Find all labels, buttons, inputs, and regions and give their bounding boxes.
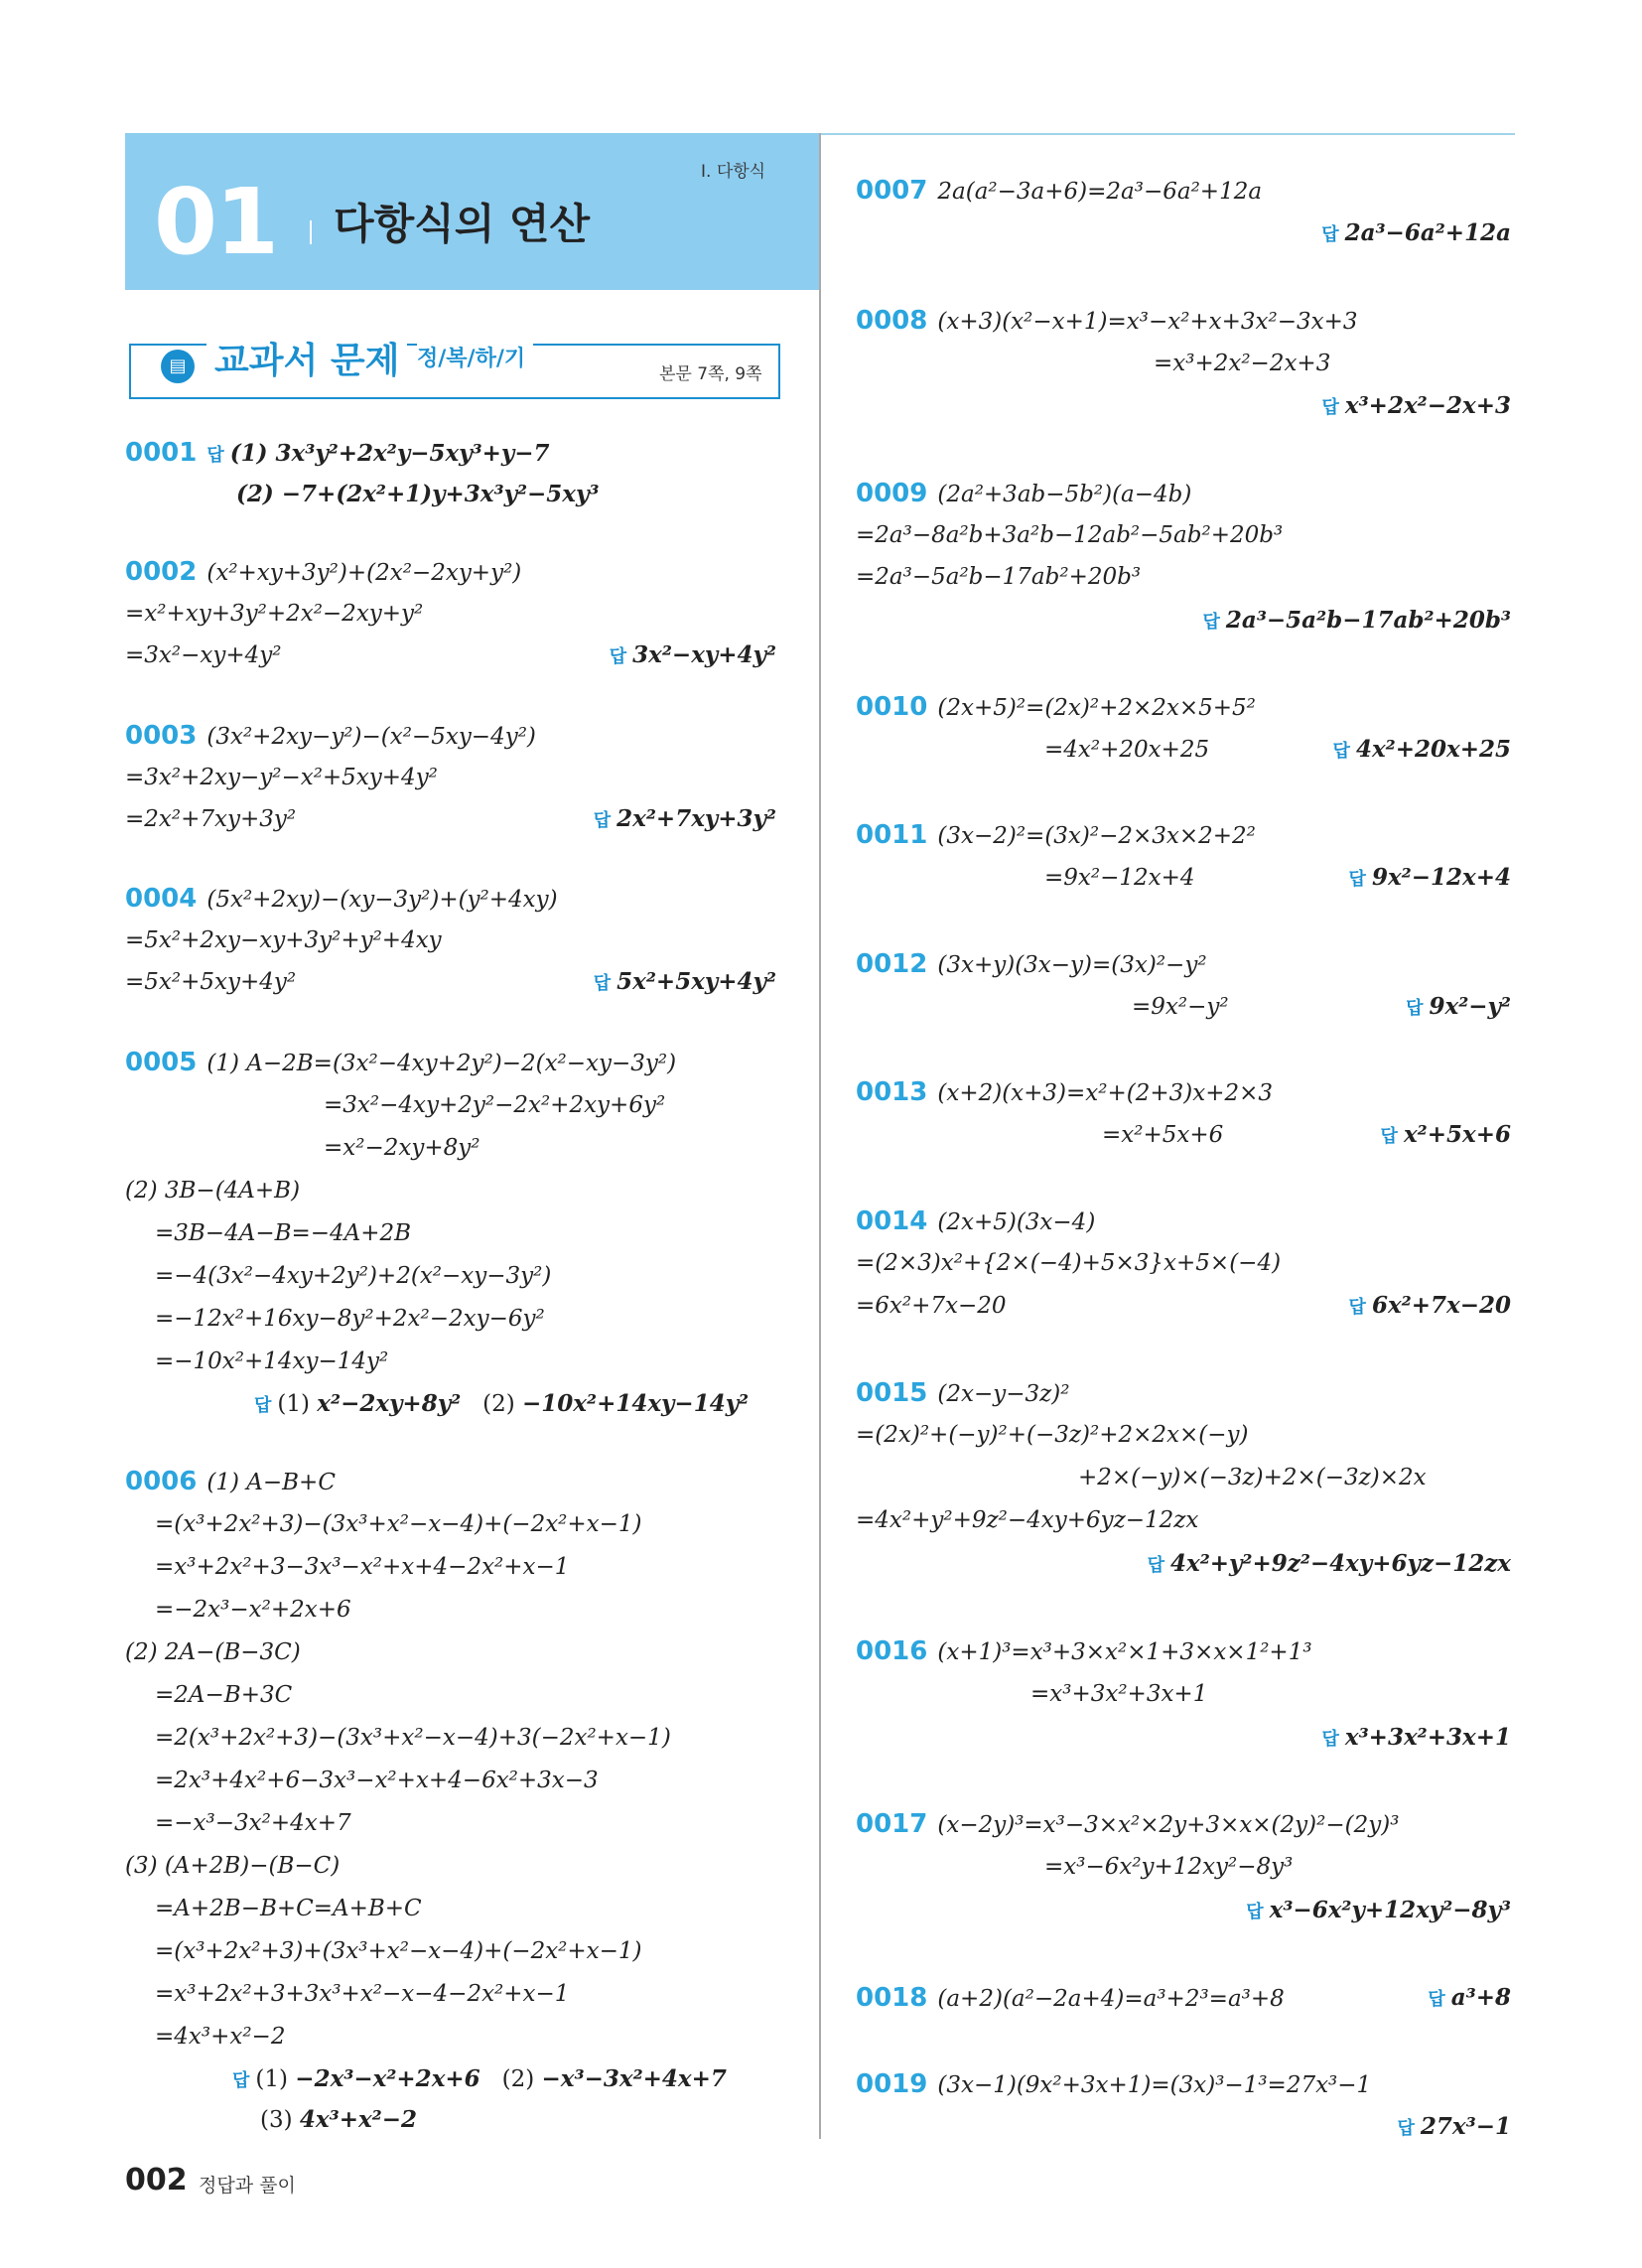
book-icon: ▤ xyxy=(161,350,195,383)
problem-0006 xyxy=(125,1467,336,1497)
answer-line xyxy=(1052,1549,1511,1581)
expression: (3x−1)(9x²+3x+1)=(3x)³−1³=27x³−1 xyxy=(937,2072,1372,2098)
answer-label: 답 xyxy=(1397,2118,1415,2139)
solution-line: =−2x³−x²+2x+6 xyxy=(155,1597,351,1623)
problem-0011 xyxy=(856,820,1256,851)
problem-number: 0012 xyxy=(856,949,928,979)
answer-text: 4x²+y²+9z²−4xy+6yz−12zx xyxy=(1169,1550,1511,1577)
problem-number: 0018 xyxy=(856,1983,928,2013)
answer-part-label: (1) xyxy=(255,2066,288,2092)
expression: (x+2)(x+3)=x²+(2+3)x+2×3 xyxy=(937,1080,1274,1106)
solution-line: =2a³−8a²b+3a²b−12ab²−5ab²+20b³ xyxy=(856,522,1284,548)
answer-label: 답 xyxy=(593,973,612,994)
answer-line xyxy=(1251,1291,1511,1323)
answer-line xyxy=(1251,863,1511,895)
problem-number: 0016 xyxy=(856,1636,928,1666)
answer-text: 9x²−y² xyxy=(1429,993,1511,1020)
problem-number: 0006 xyxy=(125,1467,198,1496)
answer-part-label: (2) xyxy=(482,1391,515,1417)
answer-line xyxy=(1370,1983,1511,2015)
solution-line: =−10x²+14xy−14y² xyxy=(155,1348,389,1374)
solution-line: =x²−2xy+8y² xyxy=(324,1135,480,1161)
answer-label: 답 xyxy=(254,1395,272,1416)
answer-label: 답 xyxy=(1406,998,1424,1019)
answer-line xyxy=(1310,992,1511,1024)
answer-label: 답 xyxy=(1321,397,1339,418)
solution-line: =4x³+x²−2 xyxy=(155,2024,286,2050)
solution-line: =(2x)²+(−y)²+(−3z)²+2×2x×(−y) xyxy=(856,1422,1249,1448)
problem-number: 0019 xyxy=(856,2069,928,2099)
problem-number: 0002 xyxy=(125,557,198,587)
problem-number: 0017 xyxy=(856,1809,928,1839)
solution-line: =2x³+4x²+6−3x³−x²+x+4−6x²+3x−3 xyxy=(155,1768,599,1793)
chapter-separator xyxy=(310,220,312,244)
problem-number: 0014 xyxy=(856,1206,928,1236)
unit-label: Ⅰ. 다항식 xyxy=(701,162,766,182)
answer-text: 2a³−6a²+12a xyxy=(1344,219,1511,246)
answer-text: 3x²−xy+4y² xyxy=(632,641,776,668)
answer-text: a³+8 xyxy=(1450,1984,1511,2011)
solution-line: =−4(3x²−4xy+2y²)+2(x²−xy−3y²) xyxy=(155,1263,552,1289)
answer-line xyxy=(1241,735,1511,767)
answer-line xyxy=(536,967,776,999)
problem-number: 0015 xyxy=(856,1378,928,1408)
solution-line: =x²+5x+6 xyxy=(1102,1122,1224,1148)
chapter-number: 01 xyxy=(154,169,278,275)
answer-part-label: (3) xyxy=(260,2107,293,2133)
answer-text: 2x²+7xy+3y² xyxy=(616,805,776,832)
answer-label: 답 xyxy=(1428,1989,1445,2010)
problem-number: 0003 xyxy=(125,721,198,751)
column-divider xyxy=(819,133,821,2139)
page-reference: 본문 7쪽, 9쪽 xyxy=(659,364,762,384)
answer-label: 답 xyxy=(1246,1902,1264,1922)
expression: (x+1)³=x³+3×x²×1+3×x×1²+1³ xyxy=(937,1639,1312,1665)
problem-0004 xyxy=(125,884,558,915)
problem-0014 xyxy=(856,1206,1095,1237)
problem-0009 xyxy=(856,479,1191,509)
answer-label: 답 xyxy=(1348,1297,1366,1318)
answer-label: 답 xyxy=(232,2070,250,2091)
problem-0016 xyxy=(856,1636,1312,1667)
expression: 2a(a²−3a+6)=2a³−6a²+12a xyxy=(937,179,1263,205)
problem-0017 xyxy=(856,1809,1399,1840)
problem-0010 xyxy=(856,692,1256,723)
problem-number: 0008 xyxy=(856,306,928,336)
answer-text: 4x²+20x+25 xyxy=(1355,736,1511,763)
solution-line: (2) 2A−(B−3C) xyxy=(125,1639,301,1665)
expression: (3x+y)(3x−y)=(3x)²−y² xyxy=(937,952,1207,978)
answer-line xyxy=(1142,606,1511,638)
answer-label: 답 xyxy=(1147,1555,1164,1576)
section-title: 교과서 문제 xyxy=(206,334,407,389)
answer-label: 답 xyxy=(1321,1729,1339,1750)
expression: (x²+xy+3y²)+(2x²−2xy+y²) xyxy=(206,560,522,586)
expression: (a+2)(a²−2a+4)=a³+2³=a³+8 xyxy=(937,1986,1285,2012)
answer-label: 답 xyxy=(206,445,224,466)
answer-text: x²+5x+6 xyxy=(1403,1121,1511,1148)
problem-0015 xyxy=(856,1378,1069,1409)
solution-line: =x³+3x²+3x+1 xyxy=(1030,1681,1208,1707)
page-number: 002 xyxy=(125,2163,188,2197)
problem-0005 xyxy=(125,1048,676,1078)
solution-line: =5x²+2xy−xy+3y²+y²+4xy xyxy=(125,927,442,953)
solution-line: =−x³−3x²+4x+7 xyxy=(155,1810,351,1836)
answer-text: 4x³+x²−2 xyxy=(299,2106,418,2133)
solution-line: =4x²+y²+9z²−4xy+6yz−12zx xyxy=(856,1507,1199,1533)
solution-line: =−12x²+16xy−8y²+2x²−2xy−6y² xyxy=(155,1306,545,1332)
answer-line xyxy=(536,804,776,836)
problem-0003 xyxy=(125,721,536,752)
solution-line: =2(x³+2x²+3)−(3x³+x²−x−4)+3(−2x²+x−1) xyxy=(155,1725,671,1751)
answer-label: 답 xyxy=(1202,612,1220,633)
problem-0018 xyxy=(856,1983,1285,2014)
answer-text: −2x³−x²+2x+6 xyxy=(295,2065,480,2092)
expression: (2a²+3ab−5b²)(a−4b) xyxy=(937,482,1192,507)
chapter-title: 다항식의 연산 xyxy=(334,200,591,248)
solution-line: =3B−4A−B=−4A+2B xyxy=(155,1220,412,1246)
expression: (1) A−2B=(3x²−4xy+2y²)−2(x²−xy−3y²) xyxy=(206,1051,677,1076)
answer-text: x³−6x²y+12xy²−8y³ xyxy=(1269,1897,1511,1923)
problem-0013 xyxy=(856,1077,1273,1108)
solution-line: =A+2B−B+C=A+B+C xyxy=(155,1896,422,1921)
solution-line: =9x²−y² xyxy=(1132,994,1229,1020)
solution-line: =x³+2x²+3+3x³+x²−x−4−2x²+x−1 xyxy=(155,1981,570,2007)
problem-number: 0001 xyxy=(125,438,198,468)
expression: (3x²+2xy−y²)−(x²−5xy−4y²) xyxy=(206,724,536,750)
solution-line: =x³+2x²−2x+3 xyxy=(1154,351,1331,376)
answer-text: x³+2x²−2x+3 xyxy=(1344,392,1511,419)
answer-text: (1) 3x³y²+2x²y−5xy³+y−7 xyxy=(229,440,550,467)
solution-line: =x²+xy+3y²+2x²−2xy+y² xyxy=(125,601,424,627)
solution-line: =x³+2x²+3−3x³−x²+x+4−2x²+x−1 xyxy=(155,1554,570,1580)
answer-label: 답 xyxy=(1321,224,1339,245)
answer-line xyxy=(1281,1120,1511,1152)
problem-0019 xyxy=(856,2069,1371,2100)
answer-line xyxy=(556,640,776,672)
problem-number: 0013 xyxy=(856,1077,928,1107)
problem-number: 0007 xyxy=(856,176,928,206)
expression: (2x−y−3z)² xyxy=(937,1381,1070,1407)
answer-text: x²−2xy+8y² xyxy=(317,1390,462,1417)
solution-line: =9x²−12x+4 xyxy=(1044,865,1195,891)
answer-text: 9x²−12x+4 xyxy=(1371,864,1511,891)
answer-line xyxy=(1191,391,1511,423)
solution-line: =x³−6x²y+12xy²−8y³ xyxy=(1044,1854,1294,1880)
answer-line xyxy=(254,1389,749,1421)
answer-text: −10x²+14xy−14y² xyxy=(522,1390,750,1417)
problem-0008 xyxy=(856,306,1358,337)
problem-number: 0005 xyxy=(125,1048,198,1077)
answer-line xyxy=(1191,218,1511,250)
answer-text: 5x²+5xy+4y² xyxy=(616,968,776,995)
answer-part-label: (2) xyxy=(501,2066,535,2092)
top-rule xyxy=(820,133,1515,135)
expression: (5x²+2xy)−(xy−3y²)+(y²+4xy) xyxy=(206,887,558,913)
expression: (2x+5)(3x−4) xyxy=(937,1209,1096,1235)
solution-line: =4x²+20x+25 xyxy=(1044,737,1210,763)
answer-line xyxy=(1310,2112,1511,2144)
section-subtitle: 정/복/하/기 xyxy=(417,340,533,379)
expression: (3x−2)²=(3x)²−2×3x×2+2² xyxy=(937,823,1256,849)
answer-text: 2a³−5a²b−17ab²+20b³ xyxy=(1225,607,1511,634)
answer-label: 답 xyxy=(1332,741,1350,762)
answer-text: 27x³−1 xyxy=(1420,2113,1511,2140)
solution-line: (2) 3B−(4A+B) xyxy=(125,1178,301,1204)
problem-number: 0011 xyxy=(856,820,928,850)
solution-line: =2a³−5a²b−17ab²+20b³ xyxy=(856,564,1142,590)
answer-label: 답 xyxy=(593,810,612,831)
problem-0001 xyxy=(125,438,550,471)
solution-line: =2x²+7xy+3y² xyxy=(125,806,297,832)
answer-text: x³+3x²+3x+1 xyxy=(1344,1724,1511,1751)
expression: (1) A−B+C xyxy=(206,1470,336,1495)
expression: (x−2y)³=x³−3×x²×2y+3×x×(2y)²−(2y)³ xyxy=(937,1812,1400,1838)
expression: (2x+5)²=(2x)²+2×2x×5+5² xyxy=(937,695,1256,721)
answer-line xyxy=(1211,1723,1511,1755)
solution-line: =3x²+2xy−y²−x²+5xy+4y² xyxy=(125,765,438,790)
solution-line: =5x²+5xy+4y² xyxy=(125,969,297,995)
answer-text: −x³−3x²+4x+7 xyxy=(541,2065,727,2092)
solution-line: +2×(−y)×(−3z)+2×(−3z)×2x xyxy=(1078,1465,1427,1490)
answer-part-label: (1) xyxy=(277,1391,310,1417)
solution-line: =(2×3)x²+{2×(−4)+5×3}x+5×(−4) xyxy=(856,1250,1282,1276)
solution-line: (3) (A+2B)−(B−C) xyxy=(125,1853,341,1879)
problem-number: 0010 xyxy=(856,692,928,722)
problem-0002 xyxy=(125,557,521,588)
footer-label: 정답과 풀이 xyxy=(199,2175,296,2197)
answer-line: (2) −7+(2x²+1)y+3x³y²−5xy³ xyxy=(236,481,600,507)
answer-line xyxy=(232,2064,727,2096)
answer-line xyxy=(260,2105,417,2135)
answer-text: 6x²+7x−20 xyxy=(1371,1292,1511,1319)
solution-line: =3x²−4xy+2y²−2x²+2xy+6y² xyxy=(324,1092,666,1118)
answer-line xyxy=(1152,1896,1511,1927)
solution-line: =(x³+2x²+3)−(3x³+x²−x−4)+(−2x²+x−1) xyxy=(155,1511,642,1537)
answer-label: 답 xyxy=(609,646,627,667)
problem-number: 0009 xyxy=(856,479,928,508)
solution-line: =(x³+2x²+3)+(3x³+x²−x−4)+(−2x²+x−1) xyxy=(155,1938,642,1964)
solution-line: =6x²+7x−20 xyxy=(856,1293,1007,1319)
problem-number: 0004 xyxy=(125,884,198,914)
expression: (x+3)(x²−x+1)=x³−x²+x+3x²−3x+3 xyxy=(937,309,1358,335)
answer-label: 답 xyxy=(1348,869,1366,890)
problem-0007 xyxy=(856,176,1262,207)
solution-line: =3x²−xy+4y² xyxy=(125,642,282,668)
problem-0012 xyxy=(856,949,1207,980)
solution-line: =2A−B+3C xyxy=(155,1682,293,1708)
answer-label: 답 xyxy=(1380,1126,1398,1147)
